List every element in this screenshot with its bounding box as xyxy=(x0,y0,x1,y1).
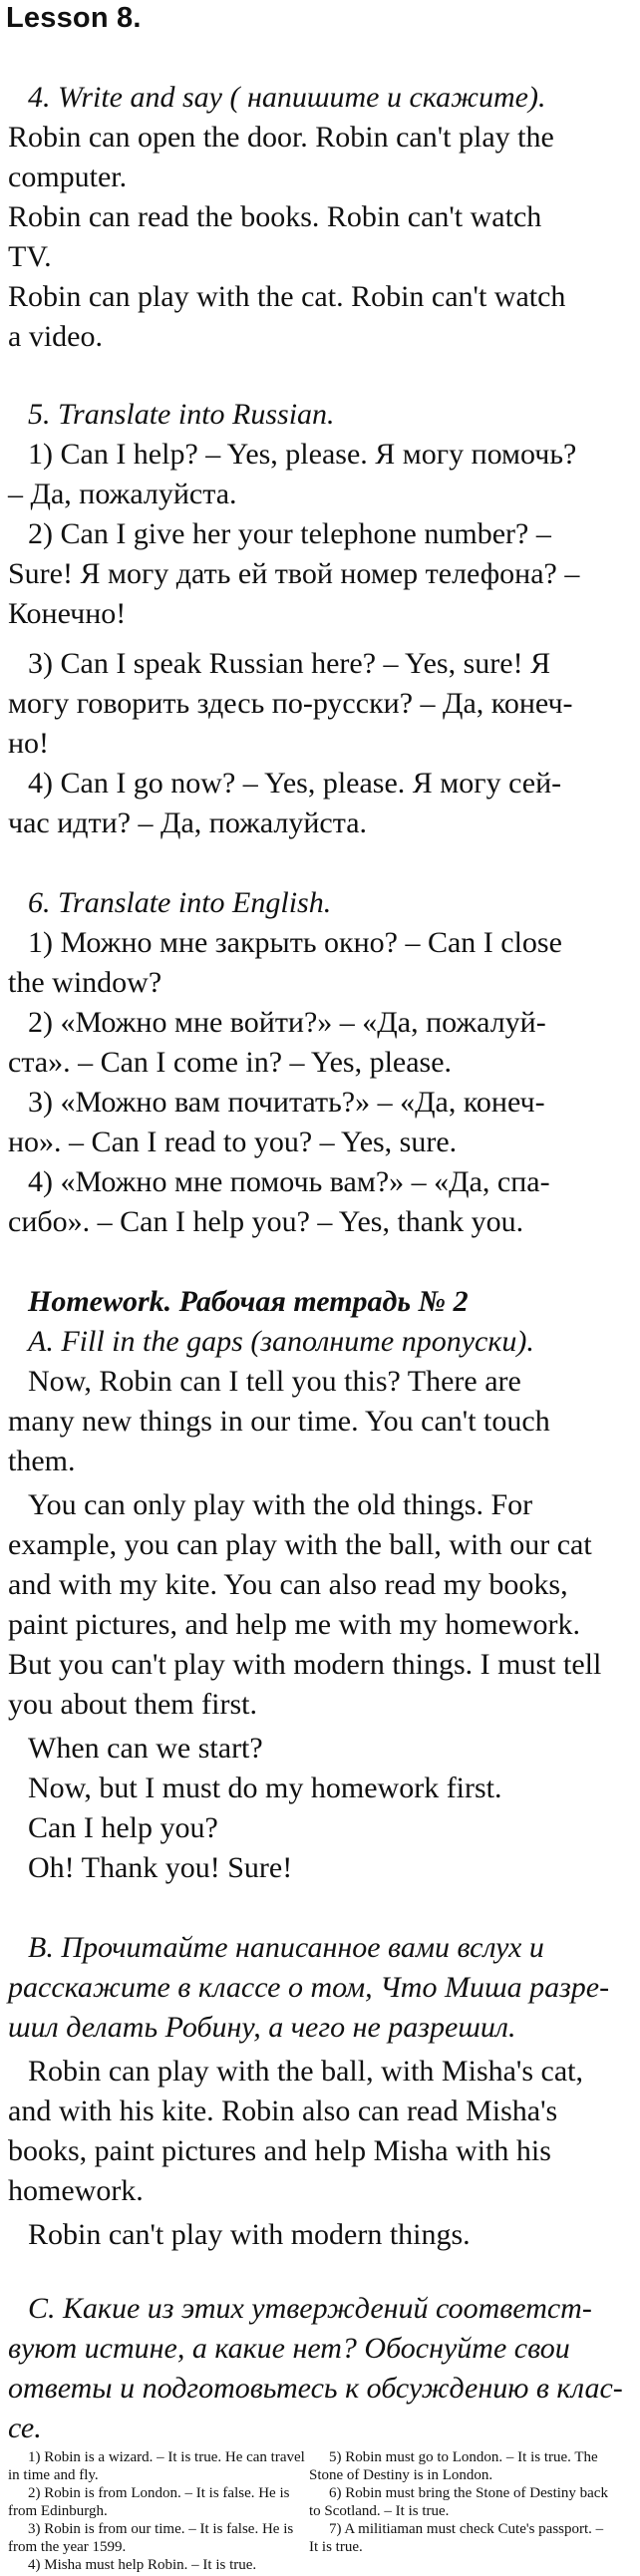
text-line: to Scotland. – It is true. xyxy=(309,2503,450,2519)
text-line: and with his kite. Robin also can read Misha's xyxy=(8,2094,558,2127)
text-line: но». – Can I read to you? – Yes, sure. xyxy=(8,1126,458,1158)
text-line: paint pictures, and help me with my homework. xyxy=(8,1608,581,1641)
text-line: from the year 1599. xyxy=(8,2539,127,2555)
text-line: 2) «Можно мне войти?» – «Да, пожалуй- xyxy=(28,1006,546,1039)
text-line: example, you can play with the ball, with our cat xyxy=(8,1528,592,1561)
text-line: It is true. xyxy=(309,2539,363,2555)
text-line: 3) «Можно вам почитать?» – «Да, конеч- xyxy=(28,1086,545,1119)
text-line: computer. xyxy=(8,161,128,193)
text-line: Can I help you? xyxy=(28,1811,218,1844)
text-line: 2) Can I give her your telephone number? – xyxy=(28,517,551,550)
text-line: But you can't play with modern things. I must tell xyxy=(8,1648,602,1681)
text-line: from Edinburgh. xyxy=(8,2503,108,2519)
section-b-heading: B. Прочитайте написанное вами вслух и xyxy=(28,1931,544,1964)
text-line: Now, but I must do my homework first. xyxy=(28,1771,502,1804)
section-c-heading: ответы и подготовьтесь к обсуждению в клас- xyxy=(8,2372,623,2405)
section-4-heading: 4. Write and say ( напишите и скажите). xyxy=(28,81,546,114)
text-line: and with my kite. You can also read my books, xyxy=(8,1568,568,1601)
text-line: books, paint pictures and help Misha with his xyxy=(8,2134,551,2167)
text-line: 3) Can I speak Russian here? – Yes, sure! Я xyxy=(28,647,551,680)
text-line: сибо». – Can I help you? – Yes, thank you. xyxy=(8,1205,524,1238)
text-line: 3) Robin is from our time. – It is false. He is xyxy=(28,2521,294,2537)
text-line: you about them first. xyxy=(8,1688,257,1721)
text-line: TV. xyxy=(8,240,52,273)
text-line: When can we start? xyxy=(28,1732,263,1765)
section-5-heading: 5. Translate into Russian. xyxy=(28,398,335,431)
text-line: но! xyxy=(8,727,50,760)
text-line: 4) «Можно мне помочь вам?» – «Да, спа- xyxy=(28,1165,550,1198)
text-line: homework. xyxy=(8,2174,144,2207)
section-b-heading: расскажите в классе о том, Что Миша разре- xyxy=(8,1971,610,2004)
lesson-title: Lesson 8. xyxy=(6,2,142,34)
section-c-answers xyxy=(0,2448,640,2576)
text-line: Now, Robin can I tell you this? There are xyxy=(28,1365,521,1398)
text-line: Robin can open the door. Robin can't play the xyxy=(8,121,554,154)
text-line: in time and fly. xyxy=(8,2467,99,2483)
text-line: 5) Robin must go to London. – It is true. The xyxy=(329,2449,598,2465)
section-b-heading: шил делать Робину, а чего не разрешил. xyxy=(8,2011,516,2044)
text-line: час идти? – Да, пожалуйста. xyxy=(8,806,368,839)
text-line: 6) Robin must bring the Stone of Destiny back xyxy=(329,2485,608,2501)
text-line: 2) Robin is from London. – It is false. He is xyxy=(28,2485,290,2501)
text-line: many new things in our time. You can't touch xyxy=(8,1405,550,1438)
section-c-heading: C. Какие из этих утверждений соответст- xyxy=(28,2292,592,2325)
text-line: могу говорить здесь по-русски? – Да, конеч- xyxy=(8,687,573,720)
text-line: 1) Can I help? – Yes, please. Я могу помочь? xyxy=(28,438,577,471)
text-line: Robin can read the books. Robin can't watch xyxy=(8,200,542,233)
section-c-heading: вуют истине, а какие нет? Обоснуйте свои xyxy=(8,2332,570,2365)
text-line: them. xyxy=(8,1445,76,1477)
text-line: 4) Misha must help Robin. – It is true. xyxy=(28,2557,257,2573)
text-line: Stone of Destiny is in London. xyxy=(309,2467,493,2483)
text-line: 1) Robin is a wizard. – It is true. He can travel xyxy=(28,2449,305,2465)
homework-heading: Homework. Рабочая тетрадь № 2 xyxy=(28,1285,469,1318)
section-6-heading: 6. Translate into English. xyxy=(28,886,332,919)
text-line: Robin can't play with modern things. xyxy=(28,2218,471,2251)
text-line: Sure! Я могу дать ей твой номер телефона? – xyxy=(8,557,580,590)
text-line: 4) Can I go now? – Yes, please. Я могу сей- xyxy=(28,767,562,800)
text-line: ста». – Can I come in? – Yes, please. xyxy=(8,1046,453,1079)
text-line: Oh! Thank you! Sure! xyxy=(28,1851,293,1884)
section-a-heading: A. Fill in the gaps (заполните пропуски). xyxy=(28,1325,534,1358)
text-line: Конечно! xyxy=(8,597,127,630)
text-line: a video. xyxy=(8,320,103,353)
text-line: Robin can play with the cat. Robin can't watch xyxy=(8,280,566,313)
section-c-heading: се. xyxy=(8,2412,42,2444)
text-line: 1) Можно мне закрыть окно? – Can I close xyxy=(28,926,562,959)
text-line: the window? xyxy=(8,966,162,999)
text-line: You can only play with the old things. For xyxy=(28,1488,533,1521)
text-line: 7) A militiaman must check Cute's passport. – xyxy=(329,2521,604,2537)
text-line: – Да, пожалуйста. xyxy=(8,478,237,510)
text-line: Robin can play with the ball, with Misha's cat, xyxy=(28,2055,583,2088)
